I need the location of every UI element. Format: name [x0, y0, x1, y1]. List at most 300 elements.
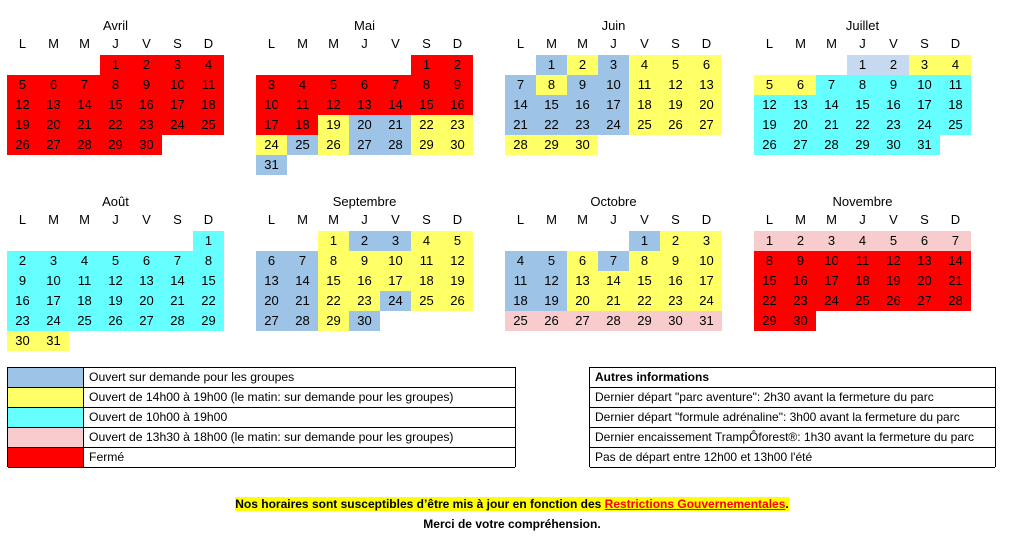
month-title: Septembre	[332, 194, 397, 209]
day-cell: 24	[691, 291, 722, 311]
day-cell: 15	[847, 95, 878, 115]
day-cell: 15	[411, 95, 442, 115]
legend-swatch	[8, 428, 84, 447]
day-cell: 24	[380, 291, 411, 311]
day-cell: 19	[878, 271, 909, 291]
day-cell: 25	[193, 115, 224, 135]
day-cell: 4	[193, 55, 224, 75]
day-cell: 15	[318, 271, 349, 291]
day-cell: 28	[287, 311, 318, 331]
weekday-header: L	[516, 36, 525, 51]
weekday-header: S	[422, 212, 431, 227]
day-cell: 12	[660, 75, 691, 95]
legend-label: Fermé	[89, 450, 125, 464]
day-cell: 24	[38, 311, 69, 331]
day-cell: 21	[505, 115, 536, 135]
day-cell: 28	[505, 135, 536, 155]
weekday-header: M	[546, 36, 557, 51]
weekday-header: D	[203, 212, 214, 227]
day-cell: 1	[629, 231, 660, 251]
day-cell: 13	[691, 75, 722, 95]
legend-row-full-day	[8, 408, 515, 428]
day-cell: 3	[909, 55, 940, 75]
day-cell: 18	[505, 291, 536, 311]
day-cell: 22	[847, 115, 878, 135]
day-cell: 18	[193, 95, 224, 115]
day-cell: 6	[909, 231, 940, 251]
day-cell: 18	[69, 291, 100, 311]
weekday-header: D	[452, 36, 463, 51]
weekday-header: L	[267, 36, 276, 51]
day-cell: 22	[193, 291, 224, 311]
day-cell: 25	[629, 115, 660, 135]
weekday-header: D	[701, 212, 712, 227]
day-cell: 17	[162, 95, 193, 115]
day-cell: 7	[598, 251, 629, 271]
day-cell: 11	[847, 251, 878, 271]
weekday-header: M	[297, 212, 308, 227]
day-cell: 1	[847, 55, 878, 75]
day-cell: 15	[754, 271, 785, 291]
weekday-header: V	[391, 36, 400, 51]
day-cell: 20	[131, 291, 162, 311]
day-cell: 3	[256, 75, 287, 95]
day-cell: 7	[287, 251, 318, 271]
day-cell: 29	[318, 311, 349, 331]
day-cell: 26	[442, 291, 473, 311]
day-cell: 14	[816, 95, 847, 115]
day-cell: 10	[691, 251, 722, 271]
day-cell: 16	[785, 271, 816, 291]
day-cell: 20	[349, 115, 380, 135]
weekday-header: M	[826, 212, 837, 227]
day-cell: 30	[442, 135, 473, 155]
weekday-header: J	[859, 212, 866, 227]
day-cell: 14	[380, 95, 411, 115]
day-cell: 27	[785, 135, 816, 155]
info-row	[590, 408, 995, 428]
weekday-header: L	[18, 36, 27, 51]
weekday-header: J	[610, 36, 617, 51]
day-cell: 23	[442, 115, 473, 135]
day-cell: 5	[536, 251, 567, 271]
notice-text	[235, 497, 789, 511]
day-cell: 24	[598, 115, 629, 135]
day-cell: 8	[411, 75, 442, 95]
day-cell: 24	[816, 291, 847, 311]
day-cell: 20	[256, 291, 287, 311]
day-cell: 18	[940, 95, 971, 115]
notice-line-1	[0, 497, 1024, 511]
day-cell: 9	[442, 75, 473, 95]
day-cell: 4	[505, 251, 536, 271]
weekday-header: J	[361, 212, 368, 227]
day-cell: 29	[754, 311, 785, 331]
day-cell: 26	[100, 311, 131, 331]
day-cell: 19	[536, 291, 567, 311]
weekday-header: J	[859, 36, 866, 51]
day-cell: 16	[7, 291, 38, 311]
day-cell: 1	[536, 55, 567, 75]
day-cell: 12	[442, 251, 473, 271]
day-cell: 26	[754, 135, 785, 155]
day-cell: 8	[100, 75, 131, 95]
day-cell: 28	[940, 291, 971, 311]
day-cell: 11	[193, 75, 224, 95]
day-cell: 7	[505, 75, 536, 95]
day-cell: 30	[785, 311, 816, 331]
day-cell: 23	[7, 311, 38, 331]
day-cell: 29	[629, 311, 660, 331]
day-cell: 20	[38, 115, 69, 135]
day-cell: 21	[816, 115, 847, 135]
day-cell: 27	[131, 311, 162, 331]
weekday-header: M	[79, 36, 90, 51]
legend-row-autumn	[8, 428, 515, 448]
day-cell: 27	[691, 115, 722, 135]
day-cell: 3	[380, 231, 411, 251]
day-cell: 6	[785, 75, 816, 95]
day-cell: 13	[349, 95, 380, 115]
day-cell: 2	[567, 55, 598, 75]
day-cell: 28	[162, 311, 193, 331]
info-line: Pas de départ entre 12h00 et 13h00 l'été	[595, 450, 813, 464]
day-cell: 6	[256, 251, 287, 271]
day-cell: 28	[380, 135, 411, 155]
day-cell: 8	[754, 251, 785, 271]
day-cell: 10	[598, 75, 629, 95]
day-cell: 24	[909, 115, 940, 135]
info-table	[589, 367, 996, 467]
day-cell: 15	[629, 271, 660, 291]
day-cell: 2	[131, 55, 162, 75]
month-title: Octobre	[590, 194, 637, 209]
weekday-header: L	[267, 212, 276, 227]
day-cell: 10	[38, 271, 69, 291]
weekday-header: L	[516, 212, 525, 227]
month-title: Mai	[354, 18, 375, 33]
day-cell: 23	[785, 291, 816, 311]
notice-suffix: .	[785, 497, 789, 511]
day-cell: 25	[505, 311, 536, 331]
day-cell: 9	[878, 75, 909, 95]
day-cell: 30	[7, 331, 38, 351]
day-cell: 31	[38, 331, 69, 351]
day-cell: 20	[691, 95, 722, 115]
day-cell: 4	[629, 55, 660, 75]
day-cell: 7	[162, 251, 193, 271]
weekday-header: M	[795, 36, 806, 51]
info-line: Dernier départ "formule adrénaline": 3h00 avant la fermeture du parc	[595, 410, 960, 424]
day-cell: 3	[691, 231, 722, 251]
weekday-header: S	[671, 36, 680, 51]
legend-swatch	[8, 408, 84, 427]
day-cell: 14	[505, 95, 536, 115]
month-title: Avril	[102, 18, 129, 33]
day-cell: 1	[318, 231, 349, 251]
weekday-header: M	[795, 212, 806, 227]
day-cell: 17	[691, 271, 722, 291]
day-cell: 22	[100, 115, 131, 135]
weekday-header: J	[361, 36, 368, 51]
weekday-header: M	[546, 212, 557, 227]
day-cell: 3	[162, 55, 193, 75]
day-cell: 2	[785, 231, 816, 251]
day-cell: 18	[847, 271, 878, 291]
day-cell: 10	[380, 251, 411, 271]
day-cell: 4	[69, 251, 100, 271]
day-cell: 1	[193, 231, 224, 251]
month-title: Juin	[601, 18, 626, 33]
day-cell: 15	[193, 271, 224, 291]
day-cell: 8	[193, 251, 224, 271]
day-cell: 28	[598, 311, 629, 331]
day-cell: 6	[349, 75, 380, 95]
day-cell: 6	[38, 75, 69, 95]
day-cell: 28	[816, 135, 847, 155]
day-cell: 27	[909, 291, 940, 311]
restrictions-link[interactable]: Restrictions Gouvernementales	[604, 497, 786, 511]
day-cell: 6	[691, 55, 722, 75]
legend-label: Ouvert de 13h30 à 18h00 (le matin: sur demande pour les groupes)	[89, 430, 454, 444]
day-cell: 25	[287, 135, 318, 155]
day-cell: 1	[754, 231, 785, 251]
day-cell: 9	[785, 251, 816, 271]
weekday-header: S	[671, 212, 680, 227]
info-line: Dernier départ "parc aventure": 2h30 avant la fermeture du parc	[595, 390, 934, 404]
day-cell: 17	[598, 95, 629, 115]
legend-swatch	[8, 368, 84, 387]
day-cell: 16	[660, 271, 691, 291]
legend-row-closed	[8, 448, 515, 468]
weekday-header: D	[950, 36, 961, 51]
day-cell: 16	[349, 271, 380, 291]
day-cell: 30	[131, 135, 162, 155]
weekday-header: S	[422, 36, 431, 51]
day-cell: 25	[847, 291, 878, 311]
day-cell: 27	[38, 135, 69, 155]
legend-row-groups	[8, 368, 515, 388]
day-cell: 18	[411, 271, 442, 291]
month-title: Août	[102, 194, 129, 209]
day-cell: 11	[287, 95, 318, 115]
day-cell: 9	[567, 75, 598, 95]
day-cell: 16	[442, 95, 473, 115]
day-cell: 23	[131, 115, 162, 135]
weekday-header: M	[79, 212, 90, 227]
day-cell: 12	[318, 95, 349, 115]
day-cell: 14	[598, 271, 629, 291]
day-cell: 11	[629, 75, 660, 95]
weekday-header: S	[173, 36, 182, 51]
legend-swatch	[8, 388, 84, 407]
legend-label: Ouvert de 10h00 à 19h00	[89, 410, 228, 424]
day-cell: 10	[256, 95, 287, 115]
day-cell: 15	[100, 95, 131, 115]
weekday-header: D	[950, 212, 961, 227]
day-cell: 5	[100, 251, 131, 271]
day-cell: 24	[162, 115, 193, 135]
day-cell: 3	[598, 55, 629, 75]
day-cell: 21	[940, 271, 971, 291]
day-cell: 30	[878, 135, 909, 155]
day-cell: 26	[318, 135, 349, 155]
day-cell: 3	[38, 251, 69, 271]
day-cell: 14	[287, 271, 318, 291]
day-cell: 6	[131, 251, 162, 271]
day-cell: 10	[162, 75, 193, 95]
day-cell: 9	[660, 251, 691, 271]
day-cell: 3	[816, 231, 847, 251]
weekday-header: M	[328, 36, 339, 51]
day-cell: 23	[660, 291, 691, 311]
day-cell: 17	[380, 271, 411, 291]
day-cell: 29	[100, 135, 131, 155]
day-cell: 16	[131, 95, 162, 115]
weekday-header: M	[826, 36, 837, 51]
weekday-header: V	[889, 36, 898, 51]
legend-table	[7, 367, 516, 467]
day-cell: 7	[816, 75, 847, 95]
day-cell: 9	[349, 251, 380, 271]
day-cell: 23	[878, 115, 909, 135]
day-cell: 19	[318, 115, 349, 135]
day-cell: 2	[878, 55, 909, 75]
day-cell: 14	[940, 251, 971, 271]
day-cell: 21	[287, 291, 318, 311]
day-cell: 9	[131, 75, 162, 95]
day-cell: 17	[816, 271, 847, 291]
day-cell: 16	[878, 95, 909, 115]
day-cell: 21	[380, 115, 411, 135]
day-cell: 26	[7, 135, 38, 155]
weekday-header: V	[640, 36, 649, 51]
weekday-header: J	[112, 212, 119, 227]
month-title: Juillet	[845, 18, 880, 33]
day-cell: 22	[629, 291, 660, 311]
weekday-header: J	[610, 212, 617, 227]
day-cell: 2	[7, 251, 38, 271]
info-row	[590, 428, 995, 448]
day-cell: 31	[909, 135, 940, 155]
day-cell: 8	[536, 75, 567, 95]
day-cell: 15	[536, 95, 567, 115]
day-cell: 5	[878, 231, 909, 251]
day-cell: 11	[69, 271, 100, 291]
day-cell: 19	[754, 115, 785, 135]
day-cell: 14	[69, 95, 100, 115]
day-cell: 5	[442, 231, 473, 251]
day-cell: 27	[349, 135, 380, 155]
day-cell: 9	[7, 271, 38, 291]
day-cell: 14	[162, 271, 193, 291]
day-cell: 26	[660, 115, 691, 135]
day-cell: 18	[287, 115, 318, 135]
legend-swatch	[8, 448, 84, 467]
day-cell: 8	[847, 75, 878, 95]
day-cell: 12	[7, 95, 38, 115]
day-cell: 27	[256, 311, 287, 331]
weekday-header: M	[48, 212, 59, 227]
month-title: Novembre	[832, 194, 893, 209]
weekday-header: J	[112, 36, 119, 51]
info-line: Dernier encaissement TrampÔforest®: 1h30 avant la fermeture du parc	[595, 430, 975, 444]
day-cell: 23	[567, 115, 598, 135]
weekday-header: V	[640, 212, 649, 227]
day-cell: 27	[567, 311, 598, 331]
weekday-header: D	[452, 212, 463, 227]
day-cell: 10	[909, 75, 940, 95]
day-cell: 12	[878, 251, 909, 271]
day-cell: 7	[940, 231, 971, 251]
weekday-header: D	[701, 36, 712, 51]
weekday-header: V	[142, 36, 151, 51]
day-cell: 12	[754, 95, 785, 115]
weekday-header: M	[328, 212, 339, 227]
day-cell: 7	[380, 75, 411, 95]
day-cell: 20	[785, 115, 816, 135]
day-cell: 2	[442, 55, 473, 75]
day-cell: 12	[100, 271, 131, 291]
day-cell: 22	[536, 115, 567, 135]
day-cell: 29	[536, 135, 567, 155]
day-cell: 4	[287, 75, 318, 95]
weekday-header: L	[765, 212, 774, 227]
day-cell: 11	[411, 251, 442, 271]
day-cell: 26	[878, 291, 909, 311]
day-cell: 11	[505, 271, 536, 291]
day-cell: 24	[256, 135, 287, 155]
day-cell: 19	[442, 271, 473, 291]
info-row	[590, 388, 995, 408]
day-cell: 5	[318, 75, 349, 95]
weekday-header: M	[577, 212, 588, 227]
day-cell: 5	[660, 55, 691, 75]
day-cell: 21	[598, 291, 629, 311]
day-cell: 30	[349, 311, 380, 331]
day-cell: 29	[193, 311, 224, 331]
day-cell: 7	[69, 75, 100, 95]
day-cell: 13	[567, 271, 598, 291]
weekday-header: D	[203, 36, 214, 51]
day-cell: 31	[691, 311, 722, 331]
day-cell: 1	[411, 55, 442, 75]
day-cell: 12	[536, 271, 567, 291]
info-row	[590, 448, 995, 468]
weekday-header: M	[577, 36, 588, 51]
day-cell: 4	[847, 231, 878, 251]
day-cell: 17	[909, 95, 940, 115]
day-cell: 28	[69, 135, 100, 155]
day-cell: 26	[536, 311, 567, 331]
legend-label: Ouvert de 14h00 à 19h00 (le matin: sur demande pour les groupes)	[89, 390, 454, 404]
day-cell: 4	[411, 231, 442, 251]
day-cell: 19	[100, 291, 131, 311]
weekday-header: V	[391, 212, 400, 227]
day-cell: 25	[411, 291, 442, 311]
day-cell: 29	[847, 135, 878, 155]
day-cell: 22	[754, 291, 785, 311]
day-cell: 2	[660, 231, 691, 251]
day-cell: 20	[567, 291, 598, 311]
day-cell: 13	[131, 271, 162, 291]
weekday-header: M	[297, 36, 308, 51]
day-cell: 2	[349, 231, 380, 251]
day-cell: 10	[816, 251, 847, 271]
day-cell: 30	[567, 135, 598, 155]
day-cell: 25	[940, 115, 971, 135]
day-cell: 17	[38, 291, 69, 311]
